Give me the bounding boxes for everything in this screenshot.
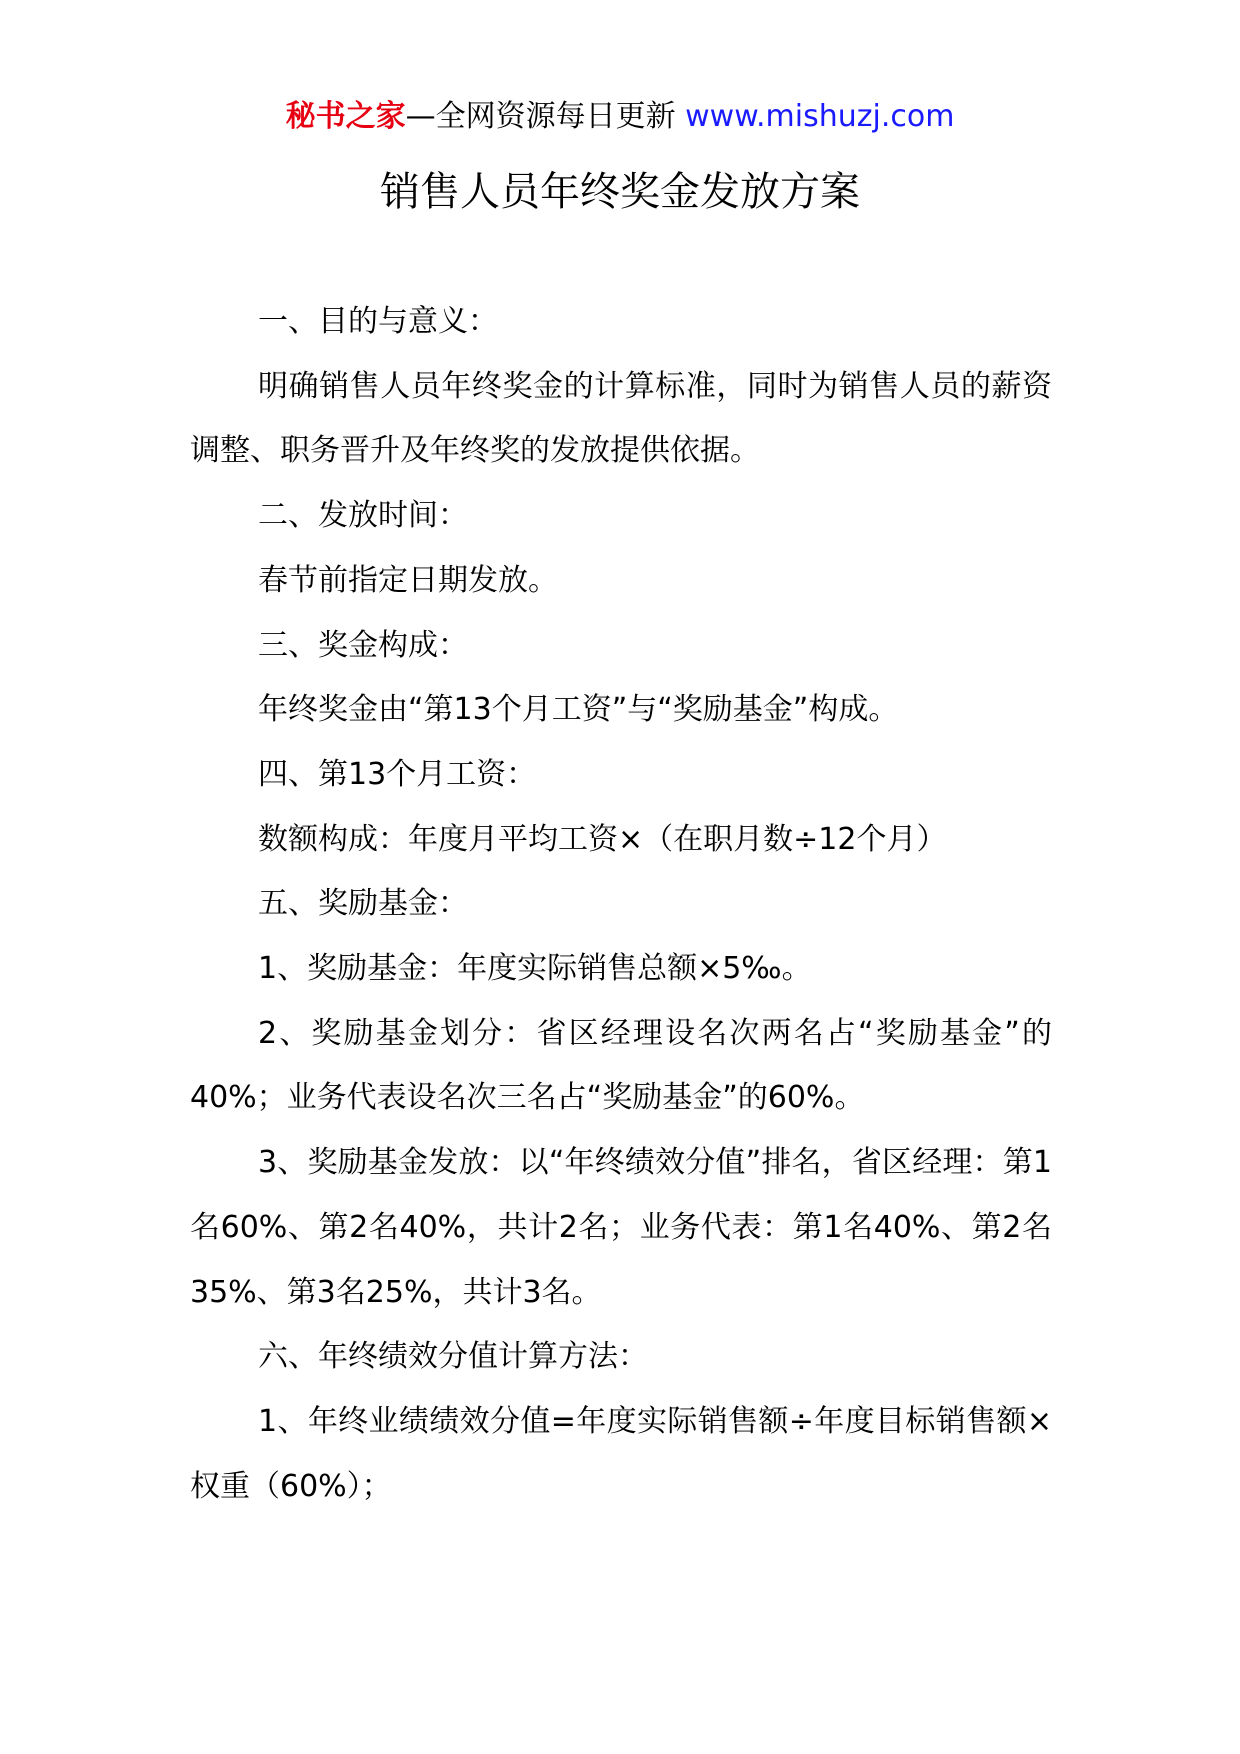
section-heading-composition: 三、奖金构成： [258, 627, 468, 663]
section-heading-score: 六、年终绩效分值计算方法： [258, 1339, 648, 1375]
paragraph-purpose: 明确销售人员年终奖金的计算标准，同时为销售人员的薪资调整、职务晋升及年终奖的发放提供依据。 [190, 368, 1052, 469]
paragraph-time: 春节前指定日期发放。 [258, 562, 558, 598]
site-url-link[interactable]: www.mishuzj.com [685, 99, 955, 134]
section-heading-time: 二、发放时间： [258, 498, 468, 534]
site-tagline: —全网资源每日更新 [405, 99, 676, 134]
section-heading-13th-month: 四、第13个月工资： [258, 756, 537, 792]
document-title: 销售人员年终奖金发放方案 [380, 169, 860, 215]
section-heading-purpose: 一、目的与意义： [258, 304, 498, 339]
section-heading-fund: 五、奖励基金： [258, 886, 468, 922]
paragraph-fund-3: 3、奖励基金发放：以“年终绩效分值”排名，省区经理：第1名60%、第2名40%，共计2名；业务代表：第1名40%、第2名35%、第3名25%，共计3名。 [190, 1145, 1052, 1310]
paragraph-score-1: 1、年终业绩绩效分值=年度实际销售额÷年度目标销售额×权重（60%）； [190, 1403, 1052, 1504]
paragraph-composition: 年终奖金由“第13个月工资”与“奖励基金”构成。 [258, 692, 899, 728]
paragraph-fund-1: 1、奖励基金：年度实际销售总额×5‰。 [258, 951, 812, 987]
document-body [190, 290, 1052, 1519]
paragraph-13th-month: 数额构成：年度月平均工资×（在职月数÷12个月） [258, 821, 947, 857]
site-brand: 秘书之家 [285, 99, 406, 134]
site-header [0, 97, 1240, 137]
paragraph-fund-2: 2、奖励基金划分：省区经理设名次两名占“奖励基金”的40%；业务代表设名次三名占“奖励基金”的60%。 [190, 1015, 1052, 1116]
